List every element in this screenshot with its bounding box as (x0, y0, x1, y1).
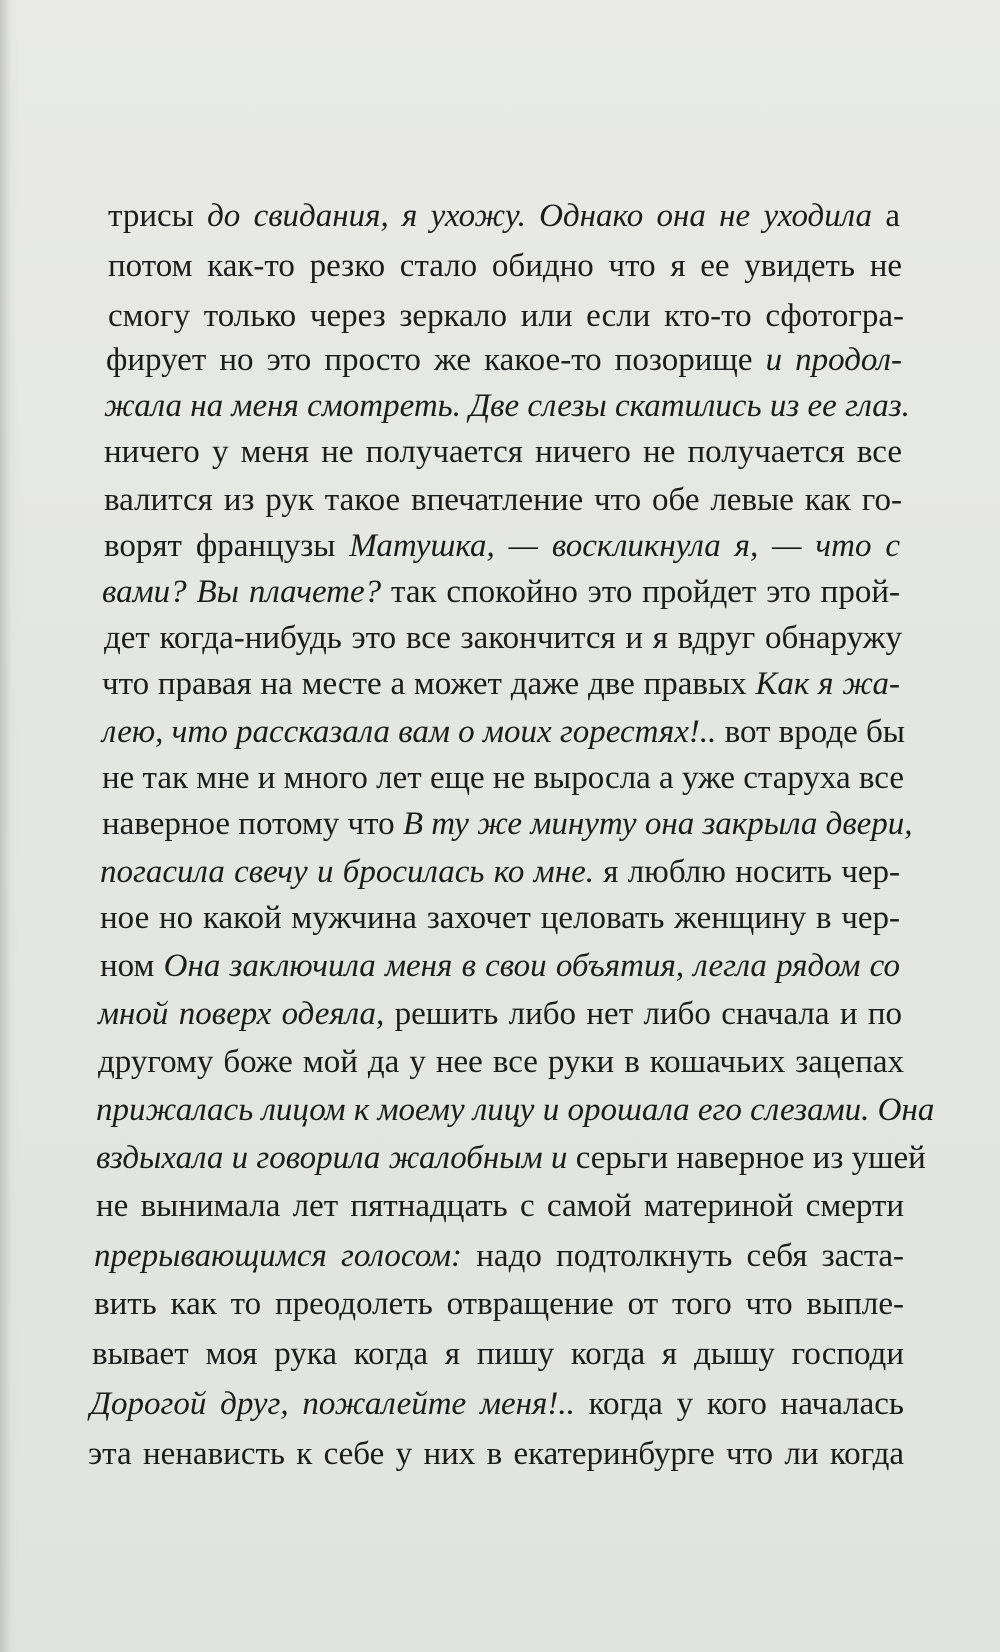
text-run: ничего у меня не получается ничего не получается все (104, 434, 902, 470)
italic-run: Дорогой друг, пожалейте меня!.. (90, 1386, 575, 1422)
text-line (90, 1384, 904, 1424)
text-run: когда у кого началась (574, 1386, 904, 1422)
text-line (102, 572, 900, 612)
italic-run: лею, что рассказала вам о моих горестях!.. (102, 714, 717, 750)
italic-run: жала на меня смотреть. Две слезы скатились из ее глаз. (104, 388, 910, 424)
text-run: смогу только через зеркало или если кто-то сфотогра- (108, 298, 904, 334)
text-line (100, 852, 900, 892)
text-line (104, 386, 910, 426)
text-run: эта ненависть к себе у них в екатеринбурге что ли когда (88, 1436, 904, 1472)
text-run: другому боже мой да у нее все руки в кошачьих зацепах (98, 1044, 904, 1080)
text-line (102, 712, 905, 752)
text-run: вот вроде бы (716, 714, 905, 750)
text-run: не вынимала лет пятнадцать с самой материной смерти (96, 1188, 904, 1224)
text-run: потом как-то резко стало обидно что я ее увидеть не (108, 248, 902, 284)
text-line (104, 618, 902, 658)
text-run: фирует но это просто же какое-то позорище (106, 342, 766, 378)
text-line (104, 480, 902, 520)
text-run: так спокойно это пройдет это прой- (381, 574, 900, 610)
text-line (94, 1284, 904, 1324)
text-run: что правая на месте а может даже две правых (102, 666, 756, 702)
text-run: серьги наверное из ушей (567, 1140, 926, 1176)
text-line (102, 664, 900, 704)
italic-run: Как я жа- (755, 666, 900, 702)
italic-run: Матушка, — воскликнула я, — что с (349, 528, 901, 564)
text-run: я люблю носить чер- (593, 854, 900, 890)
text-run: решить либо нет либо сначала и по (384, 996, 902, 1032)
text-line (102, 758, 905, 798)
italic-run: вздыхала и говорила жалобным и (96, 1140, 568, 1176)
text-line (98, 994, 902, 1034)
text-run: дет когда-нибудь это все закончится и я вдруг обнаружу (104, 620, 902, 656)
text-line (94, 1236, 904, 1276)
text-run: а (872, 198, 900, 234)
text-line (102, 804, 913, 844)
italic-run: и продол- (765, 342, 902, 378)
text-run: валится из рук такое впечатление что обе левые как го- (104, 482, 902, 518)
text-line (96, 1090, 935, 1130)
text-run: ном (100, 948, 164, 984)
italic-run: вами? Вы плачете? (102, 574, 382, 610)
italic-run: до свидания, я ухожу. Однако она не уходила (207, 198, 873, 234)
text-line (100, 898, 900, 938)
text-line (92, 1334, 904, 1374)
text-line (108, 296, 904, 336)
italic-run: прижалась лицом к моему лицу и орошала его слезами. Она (96, 1092, 935, 1128)
text-line (104, 526, 900, 566)
text-run: вить как то преодолеть отвращение от того что выпле- (94, 1286, 904, 1322)
text-line (100, 946, 900, 986)
text-run: не так мне и много лет еще не выросла а уже старуха все (102, 760, 905, 796)
text-line (96, 1186, 904, 1226)
italic-run: прерывающимся голосом: (94, 1238, 463, 1274)
text-run: трисы (108, 198, 208, 234)
italic-run: Она заключила меня в свои объятия, легла рядом со (163, 948, 900, 984)
text-run: вывает моя рука когда я пишу когда я дышу господи (92, 1336, 904, 1372)
text-run: надо подтолкнуть себя застa- (462, 1238, 904, 1274)
text-line (108, 196, 900, 236)
text-line (96, 1138, 926, 1178)
text-line (108, 246, 902, 286)
italic-run: В ту же минуту она закрыла двери, (402, 806, 913, 842)
text-run: наверное потому что (102, 806, 403, 842)
text-line (88, 1434, 904, 1474)
italic-run: погасила свечу и бросилась ко мне. (100, 854, 594, 890)
text-run: ворят французы (104, 528, 350, 564)
text-line (104, 432, 902, 472)
italic-run: мной поверх одеяла, (98, 996, 385, 1032)
text-line (106, 340, 902, 380)
text-run: ное но какой мужчина захочет целовать женщину в чер- (100, 900, 900, 936)
text-line (98, 1042, 904, 1082)
